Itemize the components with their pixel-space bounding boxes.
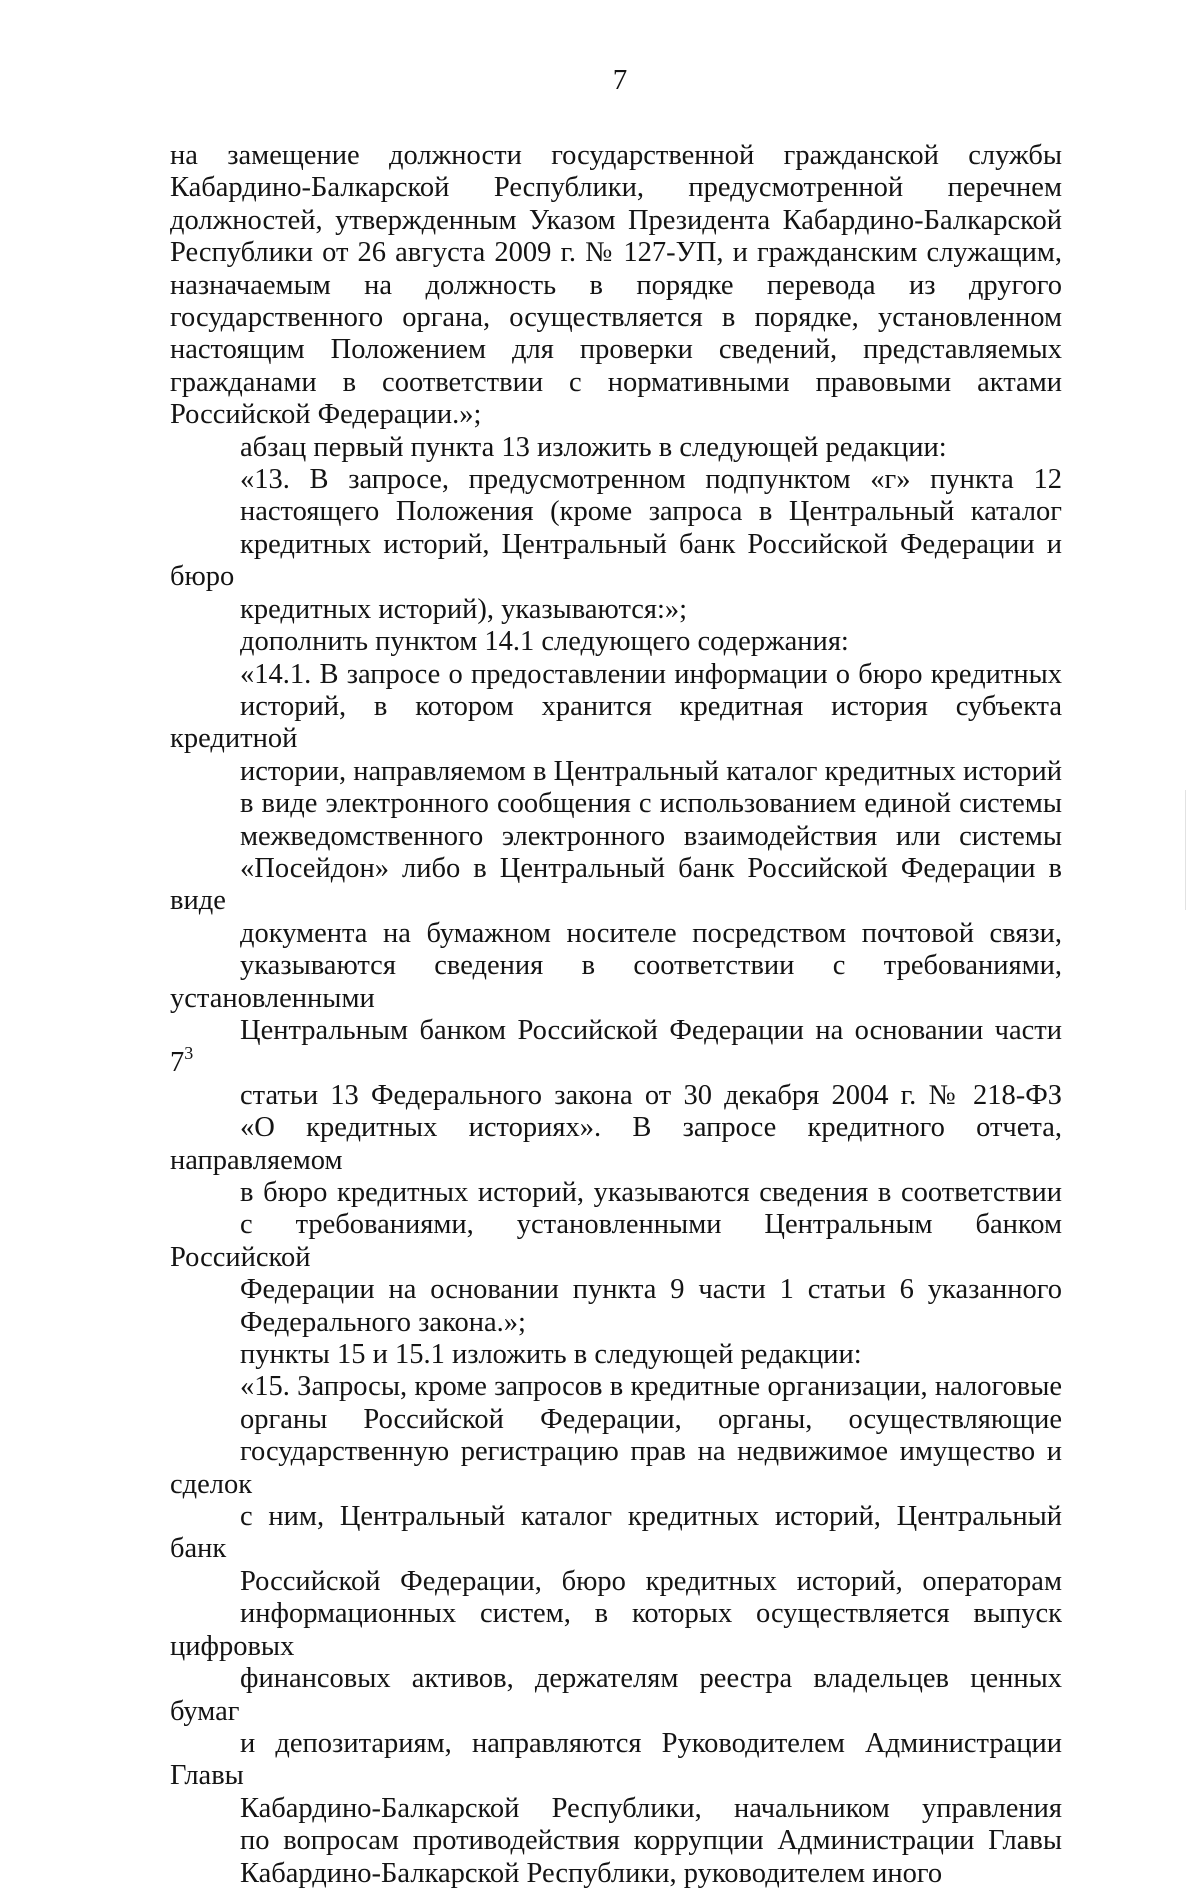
text-line: документа на бумажном носителе посредством почтовой связи, xyxy=(240,917,1062,949)
paragraph-p4 xyxy=(170,626,1062,658)
text-line: гражданами в соответствии с нормативными правовыми актами xyxy=(170,366,1062,398)
text-line: Российской Федерации, бюро кредитных историй, операторам xyxy=(240,1565,1062,1597)
text-line: по вопросам противодействия коррупции Администрации Главы xyxy=(240,1825,1062,1857)
text-line: настоящего Положения (кроме запроса в Центральный каталог xyxy=(240,496,1062,528)
paragraph-p3 xyxy=(170,464,1062,626)
text-line: межведомственного электронного взаимодействия или системы xyxy=(240,820,1062,852)
text-line: указываются сведения в соответствии с требованиями, установленными xyxy=(170,950,1062,1014)
text-line: государственную регистрацию прав на недвижимое имущество и сделок xyxy=(170,1436,1062,1500)
text-line: кредитных историй, Центральный банк Российской Федерации и бюро xyxy=(170,528,1062,593)
text-line: должностей, утвержденным Указом Президента Кабардино-Балкарской xyxy=(170,204,1062,236)
text-line: «Посейдон» либо в Центральный банк Российской Федерации в виде xyxy=(170,852,1062,917)
text-line: истории, направляемом в Центральный каталог кредитных историй xyxy=(240,755,1062,787)
paragraph-p5 xyxy=(170,659,1062,1340)
text-line: назначаемым на должность в порядке перевода из другого xyxy=(170,269,1062,301)
text-line: Кабардино-Балкарской Республики, начальником управления xyxy=(240,1792,1062,1824)
text-line: дополнить пунктом 14.1 следующего содержания: xyxy=(240,626,849,658)
text-line: статьи 13 Федерального закона от 30 декабря 2004 г. № 218-ФЗ xyxy=(240,1079,1062,1111)
page-number: 7 xyxy=(612,64,628,96)
text-line: «15. Запросы, кроме запросов в кредитные организации, налоговые xyxy=(240,1371,1062,1403)
text-line: Федерального закона.»; xyxy=(240,1306,526,1338)
text-line: Кабардино-Балкарской Республики, предусмотренной перечнем xyxy=(170,172,1062,204)
text-line: пункты 15 и 15.1 изложить в следующей редакции: xyxy=(240,1339,862,1371)
text-line: в бюро кредитных историй, указываются сведения в соответствии xyxy=(240,1177,1062,1208)
text-line: в виде электронного сообщения с использованием единой системы xyxy=(240,788,1062,820)
text-line: информационных систем, в которых осуществляется выпуск цифровых xyxy=(170,1598,1062,1662)
text-line: Кабардино-Балкарской Республики, руководителем иного xyxy=(240,1857,943,1889)
paragraph-p6 xyxy=(170,1339,1062,1371)
paragraph-p1 xyxy=(170,140,1062,432)
superscript: 3 xyxy=(184,1042,194,1063)
text-line: государственного органа, осуществляется в порядке, установленном xyxy=(170,302,1062,334)
document-body xyxy=(170,140,1062,1890)
text-line: абзац первый пункта 13 изложить в следующей редакции: xyxy=(240,431,947,463)
text-line: историй, в котором хранится кредитная история субъекта кредитной xyxy=(170,690,1062,755)
text-line: Центральным банком Российской Федерации на основании части $7^3$ xyxy=(170,1014,1062,1079)
text-line: на замещение должности государственной гражданской службы xyxy=(170,140,1062,171)
paragraph-p7 xyxy=(170,1371,1062,1890)
text-line: Российской Федерации.»; xyxy=(170,399,482,431)
text-line: органы Российской Федерации, органы, осуществляющие xyxy=(240,1403,1062,1435)
text-line: Республики от 26 августа 2009 г. № 127-УП, и гражданским служащим, xyxy=(170,237,1062,269)
text-line: «13. В запросе, предусмотренном подпунктом «г» пункта 12 xyxy=(240,464,1062,496)
text-line: с ним, Центральный каталог кредитных историй, Центральный банк xyxy=(170,1501,1062,1565)
text-line: Федерации на основании пункта 9 части 1 статьи 6 указанного xyxy=(240,1274,1062,1306)
text-line: финансовых активов, держателям реестра владельцев ценных бумаг xyxy=(170,1663,1062,1727)
text-line: с требованиями, установленными Центральным банком Российской xyxy=(170,1209,1062,1273)
text-line: кредитных историй), указываются:»; xyxy=(240,593,688,625)
scan-edge-mark xyxy=(1185,790,1186,910)
paragraph-p2 xyxy=(170,432,1062,464)
text-line: и депозитариям, направляются Руководителем Администрации Главы xyxy=(170,1727,1062,1792)
text-line: «14.1. В запросе о предоставлении информации о бюро кредитных xyxy=(240,658,1062,690)
text-line: «О кредитных историях». В запросе кредитного отчета, направляемом xyxy=(170,1112,1062,1176)
text-line: настоящим Положением для проверки сведений, представляемых xyxy=(170,334,1062,366)
